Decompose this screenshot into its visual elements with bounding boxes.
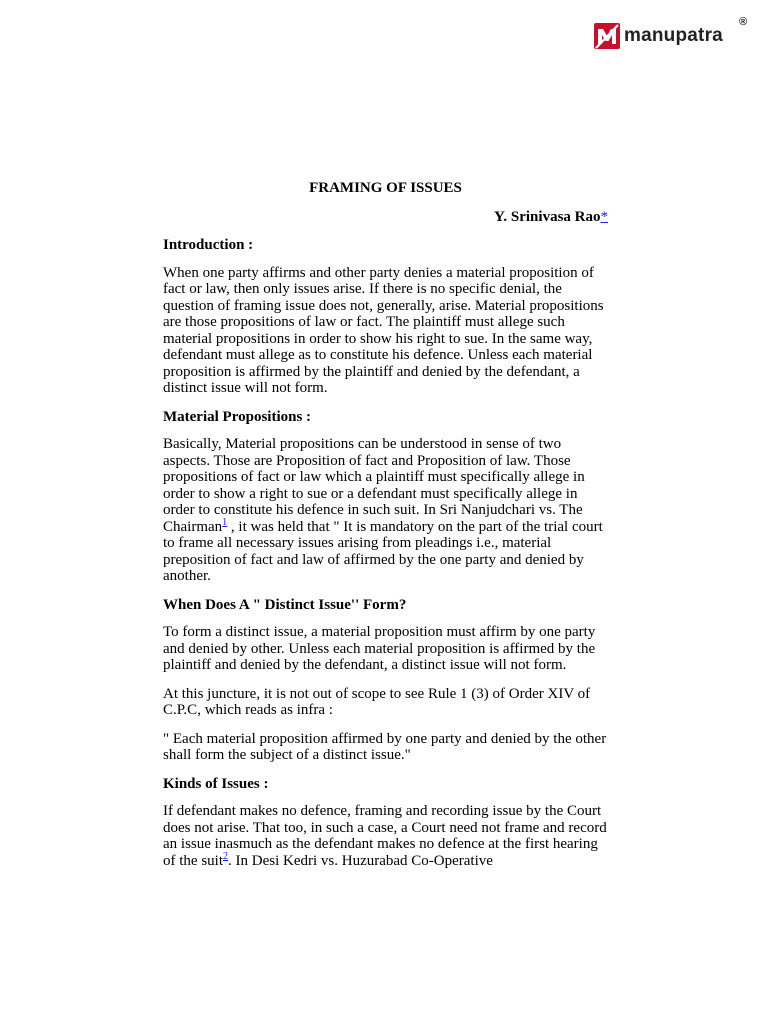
section-heading-introduction: Introduction : xyxy=(163,237,254,253)
section-heading-material-propositions: Material Propositions : xyxy=(163,408,312,425)
paragraph-kinds-text-b: . In Desi Kedri vs. Huzurabad Co-Operative xyxy=(228,852,493,869)
author-name: Y. Srinivasa Rao xyxy=(493,208,601,225)
section-heading-distinct-issue: When Does A " Distinct Issue'' Form? xyxy=(163,596,407,613)
section-heading-kinds-of-issues: Kinds of Issues : xyxy=(163,775,269,792)
registered-mark: ® xyxy=(739,16,748,28)
document-body xyxy=(163,180,608,881)
footnote-link-1[interactable]: 1 xyxy=(222,516,228,528)
author-line xyxy=(163,209,608,226)
author-footnote-link[interactable]: * xyxy=(600,208,608,225)
paragraph-material-propositions xyxy=(163,436,608,585)
manupatra-logo-icon xyxy=(593,22,621,50)
paragraph-material-text-b: , it was held that " It is mandatory on the part of the trial court to frame all necessary issues arising from pleadings i.e., material preposition of fact and law of affirmed by the one party and denied by another. xyxy=(163,518,603,584)
paragraph-quote: " Each material proposition affirmed by one party and denied by the other shall form the subject of a distinct issue." xyxy=(163,730,607,763)
paragraph-material-text-a: Basically, Material propositions can be understood in sense of two aspects. Those are Proposition of fact and Proposition of law. Those propositions of fact or law which a plaintiff must specifically allege in order to show a right to sue or a defendant must specifically allege in order to constitute his defence in such suit. In Sri Nanjudchari vs. The Chairman xyxy=(163,436,585,535)
manupatra-logo xyxy=(593,16,748,54)
paragraph-juncture: At this juncture, it is not out of scope to see Rule 1 (3) of Order XIV of C.P.C, which reads as infra : xyxy=(163,685,591,718)
paragraph-introduction: When one party affirms and other party denies a material proposition of fact or law, then only issues arise. If there is no specific denial, the question of framing issue does not, generally, arise. Material propositions are those propositions of law or fact. The plaintiff must allege such material propositions in order to show his right to sue. In the same way, defendant must allege as to constitute his defence. Unless each material proposition is affirmed by the plaintiff and denied by the defendant, a distinct issue will not form. xyxy=(163,264,604,396)
paragraph-distinct-issue: To form a distinct issue, a material proposition must affirm by one party and denied by other. Unless each material proposition is affirmed by the plaintiff and denied by the defendant, a distinct issue will not form. xyxy=(163,624,596,673)
footnote-link-2[interactable]: 2 xyxy=(223,850,228,862)
brand-name: manupatra xyxy=(624,25,723,46)
paragraph-kinds-text-a: If defendant makes no defence, framing and recording issue by the Court does not arise. That too, in such a case, a Court need not frame and record an issue inasmuch as the defendant makes no defence at the first hearing of the suit xyxy=(163,803,607,869)
paragraph-kinds-of-issues xyxy=(163,803,608,869)
document-title: FRAMING OF ISSUES xyxy=(309,180,462,196)
